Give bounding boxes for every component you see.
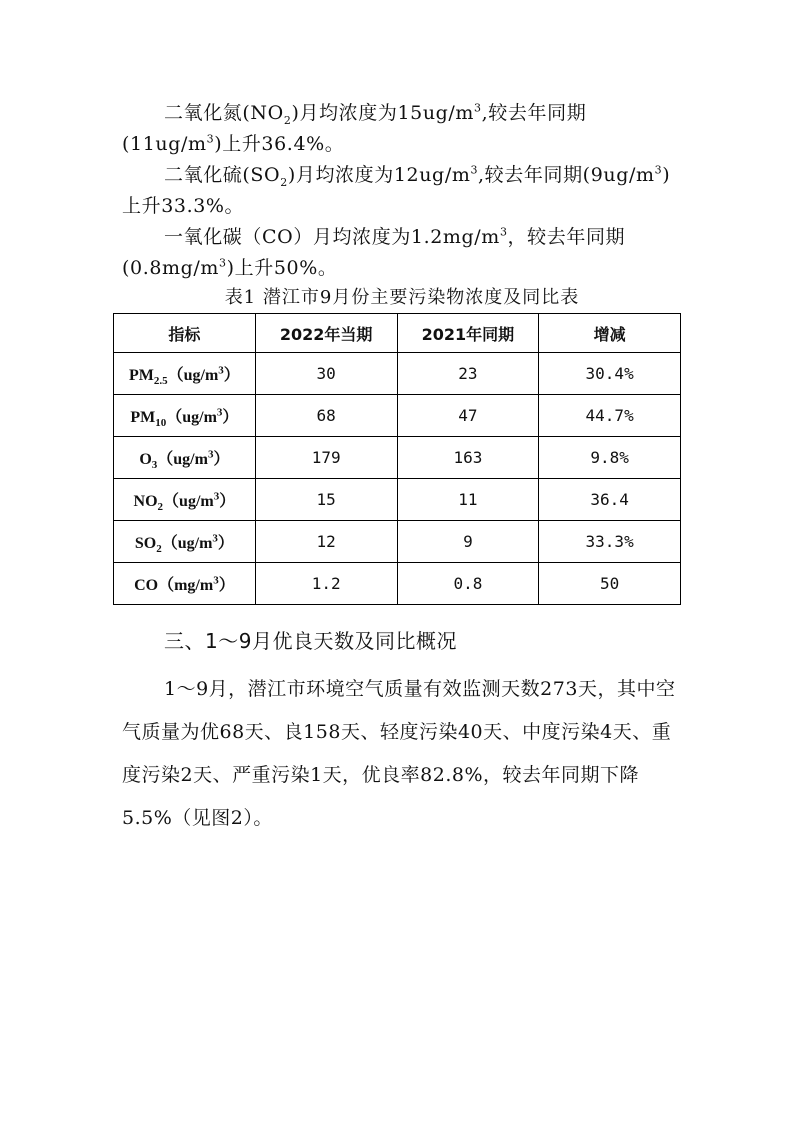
previous-cell: 163 (397, 437, 539, 479)
paragraph-co: 一氧化碳（CO）月均浓度为$1.2mg/m^3$，较去年同期$(0.8mg/m^3)$上升50%。 (122, 225, 626, 279)
indicator-cell: $NO_2(ug/m^3)$ (114, 479, 256, 521)
table-row (114, 395, 681, 437)
change-cell: 50 (539, 563, 681, 605)
indicator-cell: $PM_{10}(ug/m^3)$ (114, 395, 256, 437)
section-body: 1～9月，潜江市环境空气质量有效监测天数273天，其中空气质量为优68天、良158天、轻度污染40天、中度污染4天、重度污染2天、严重污染1天，优良率82.8%，较去年同期下降5.5%（见图2）。 (122, 678, 676, 829)
change-cell: 9.8% (539, 437, 681, 479)
header-current: 2022年当期 (255, 314, 397, 353)
indicator-cell: $SO_2(ug/m^3)$ (114, 521, 256, 563)
previous-cell: 11 (397, 479, 539, 521)
table-header-row (114, 314, 681, 353)
previous-cell: 0.8 (397, 563, 539, 605)
header-change: 增减 (539, 314, 681, 353)
current-cell: 179 (255, 437, 397, 479)
change-cell: 30.4% (539, 353, 681, 395)
current-cell: 1.2 (255, 563, 397, 605)
paragraph-so2: 二氧化硫$(SO_2)$月均浓度为$12ug/m^3$,较去年同期$(9ug/m^3)$上升33.3%。 (122, 163, 671, 217)
indicator-cell: $O_3(ug/m^3)$ (114, 437, 256, 479)
table-row (114, 563, 681, 605)
previous-cell: 47 (397, 395, 539, 437)
header-previous: 2021年同期 (397, 314, 539, 353)
change-cell: 44.7% (539, 395, 681, 437)
current-cell: 12 (255, 521, 397, 563)
table-row (114, 479, 681, 521)
change-cell: 33.3% (539, 521, 681, 563)
table-row (114, 437, 681, 479)
table-row (114, 521, 681, 563)
previous-cell: 23 (397, 353, 539, 395)
pollutant-table (113, 313, 681, 605)
current-cell: 15 (255, 479, 397, 521)
table-row (114, 353, 681, 395)
section-heading: 三、1～9月优良天数及同比概况 (164, 629, 457, 653)
paragraph-no2: 二氧化氮$(NO_2)$月均浓度为$15ug/m^3$,较去年同期$(11ug/m^3)$上升36.4%。 (122, 101, 587, 155)
indicator-cell: $PM_{2.5}(ug/m^3)$ (114, 353, 256, 395)
indicator-cell: $CO(mg/m^3)$ (114, 563, 256, 605)
current-cell: 68 (255, 395, 397, 437)
table-caption: 表1 潜江市9月份主要污染物浓度及同比表 (224, 287, 580, 308)
previous-cell: 9 (397, 521, 539, 563)
current-cell: 30 (255, 353, 397, 395)
change-cell: 36.4 (539, 479, 681, 521)
header-indicator: 指标 (114, 314, 256, 353)
